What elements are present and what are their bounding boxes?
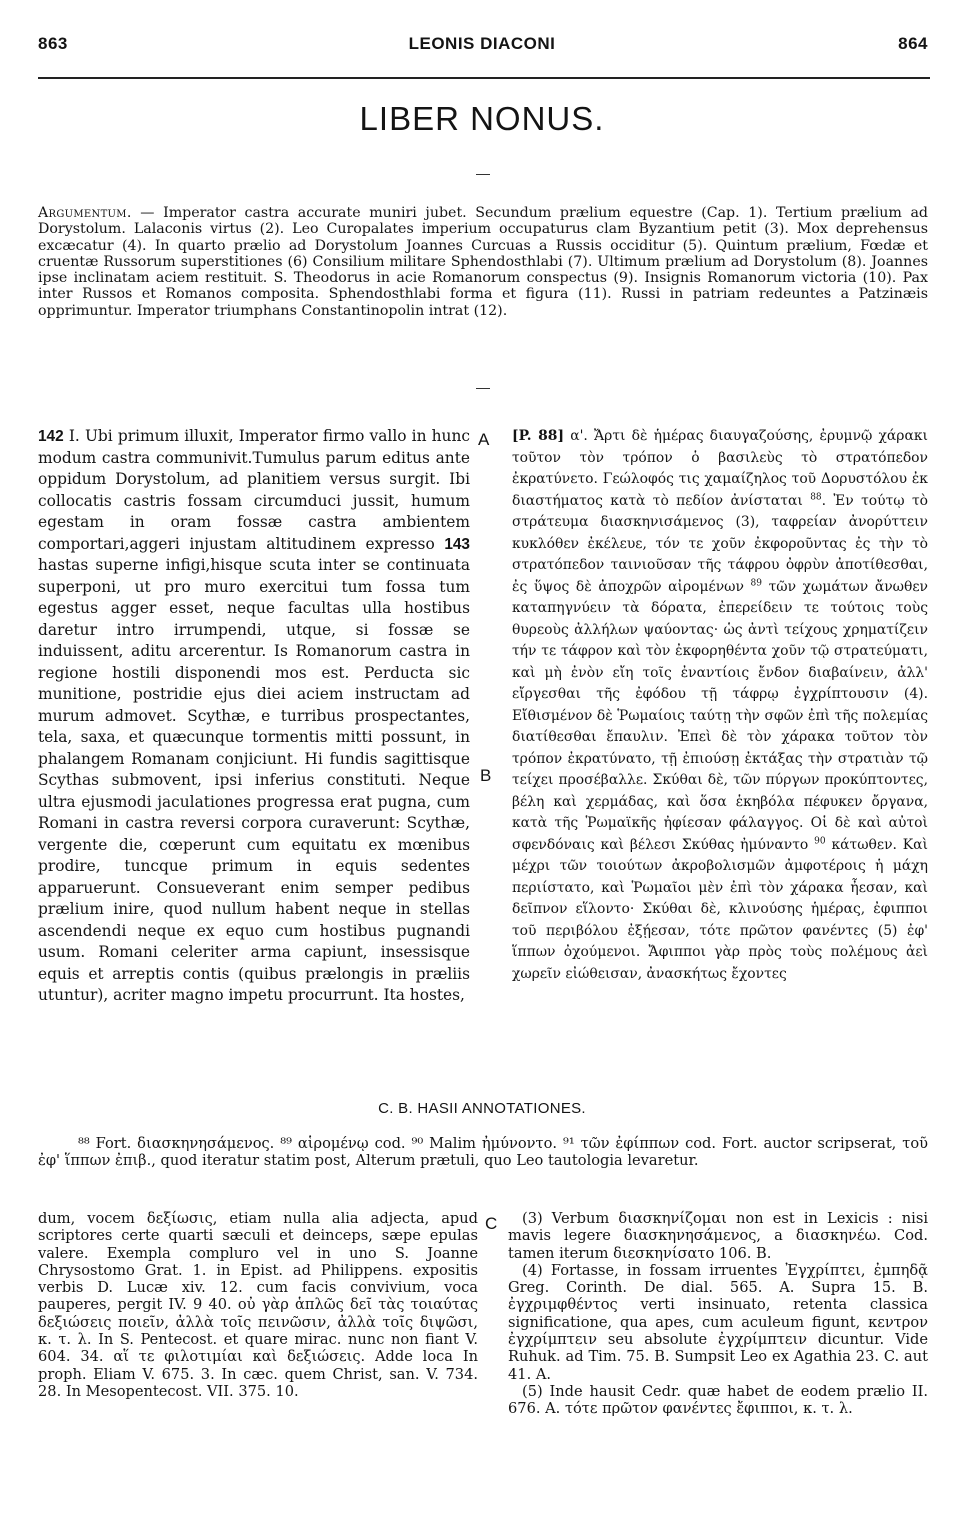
argument-paragraph bbox=[38, 205, 928, 319]
left-page-number: 863 bbox=[38, 34, 68, 53]
section-dash bbox=[476, 388, 490, 389]
header-rule bbox=[38, 77, 930, 79]
greek-column bbox=[512, 426, 928, 985]
margin-letter-c: C bbox=[485, 1214, 498, 1233]
argument-head: Argumentum. bbox=[38, 205, 132, 221]
running-title: LEONIS DIACONI bbox=[408, 34, 556, 53]
note-ref-89: 89 bbox=[750, 577, 762, 588]
argument-text: — Imperator castra accurate muniri jubet. Secundum prælium equestre (Cap. 1). Tertium prælium ad Dorystolum. Lalaconis virtus (2). Leo Curopalates imperium occupaturus clam Byzantium petit (3). Mox deprehensus excæcatur (4). In quarto prælio ad Dorystolum Joannes Curcuas a Russis occiditur (5). Quintum prælium, Fœdæ et cruentæ Russorum superstitiones (6) Consilium militare Sphendosthlabi (7). Ultimum prælium ad Dorystolum (8). Joannes ipse inclinatam aciem restituit. S. Theodorus in acie Romanorum conspectus (9). Insignis Romanorum victoria (10). Pax inter Russos et Romanos composita. Sphendosthlabi forma et figura (11). Russi in patriam redeuntes a Patzinæis opprimuntur. Imperator triumphans Constantinopolin intrat (12). bbox=[38, 205, 928, 319]
latin-column bbox=[38, 426, 470, 1007]
right-page-number: 864 bbox=[898, 34, 928, 53]
title-dash bbox=[476, 174, 490, 175]
page-reference: [P. 88] bbox=[512, 428, 565, 444]
textual-footnotes: ⁸⁸ Fort. διασκηνησάμενος. ⁸⁹ αἱρομένῳ cod. ⁹⁰ Malim ἠμύνοντο. ⁹¹ τῶν ἐφίππων cod. Fort. auctor scripserat, τοῦ ἐφ' ἵππων ἐπιβ., quod iteratur statim post, Alterum prætuli, quo Leo tautologia levaretur. bbox=[38, 1135, 928, 1169]
latin-text-part2: hastas superne infigi,hisque scuta inter se continuata superponi, ut pro muro exercitui tum fossa tum egestus agger esset, neque facultas ulla hostibus daretur intro irrumpendi, utque, si fossæ se induissent, aditu arcerentur. Is Romanorum castra in regione hostili disponendi mos est. Perducta sic munitione, postridie ejus diei aciem instructam ad murum admovet. Scythæ, e turribus prospectantes, tela, saxa, et quæcunque tormentis mitti possunt, in phalangem Romanam conjiciunt. Hi fundis sagittisque Scythas submovent, ipsi inferius constituti. Neque ultra ejusmodi jaculationes progressa erat pugna, cum Romani in castra reversi corpora curaverunt: Scythæ, vergente die, cœperunt cum equitatu ex mœnibus prodire, tuncque primum in equis sedentes apparuerunt. Consueverant enim semper pedibus prælium inire, quod nullum habent neque in stellas ascendendi neque ex equo cum hostibus pugnandi usum. Romani celeriter arma capiunt, insessisque equis et arreptis contis (quibus prælongis in præliis utuntur), acriter magno impetu procurrunt. Ita hostes, bbox=[38, 556, 470, 1004]
annotation-note-3: (3) Verbum διασκηνίζομαι non est in Lexicis : nisi mavis legere διασκηνησάμενος, a διασκηνέω. Cod. tamen iterum διεσκηνίσατο 106. B. bbox=[508, 1210, 928, 1262]
greek-text-part2: . Ἐν τούτῳ τὸ στράτευμα διασκηνισάμενος (3), ταφρείαν ἀνορύττειν κυκλόθεν ἐκέλευε, τόν τε χοῦν ἐκφοροῦντας ἐς τὴν τὸ στρατόπεδον ταινιοῦσαν τῆς τάφρου ὀφρὺν ἀποτίθεσθαι, ἐς ὕψος δὲ ἀποχρῶν αἰρομένων bbox=[512, 492, 928, 595]
annotation-note-5: (5) Inde hausit Cedr. quæ habet de eodem prælio II. 676. A. τότε πρῶτον φανέντες ἔφιπποι, κ. τ. λ. bbox=[508, 1382, 928, 1418]
annotation-right-column bbox=[508, 1210, 928, 1418]
book-title: LIBER NONUS. bbox=[359, 100, 605, 137]
annotation-note-4: (4) Fortasse, in fossam irruentes Ἐγχρίπτει, ἐμπηδᾷ Greg. Corinth. De dial. 565. A. Supra 15. B. ἐγχριμφθέντος verti insinuato, retenta classica significatione, qua apes, cum aculeum figunt, κεντρον ἐγχρίμπτειν seu absolute ἐγχρίμπτειν dicuntur. Vide Ruhuk. ad Tim. 75. B. Sumpsit Leo ex Agathia 23. C. aut 41. A. bbox=[508, 1261, 928, 1383]
greek-text-part1: α'. Ἄρτι δὲ ἡμέρας διαυγαζούσης, ἐρυμνῷ χάρακι τοῦτον τὸν τρόπον ὁ βασιλεὺς τὸ στρατόπεδον ἐκρατύνετο. Γεώλοφός τις χαμαίζηλος τοῦ Δορυστόλου ἐκ διαστήματος κατὰ τὸ πεδίον ἀνίσταται bbox=[512, 428, 928, 509]
annotation-left-column: dum, vocem δεξίωσις, etiam nulla alia adjecta, apud scriptores certe quarti sæculi et deinceps, sæpe epulas valere. Exempla compluro vel in uno S. Joanne Chrysostomo Grat. 1. in Epist. ad Philippens. expositis verbis D. Lucæ xiv. 12. cum facis convivium, voca pauperes, pergit IV. 9 40. οὐ γὰρ ἁπλῶς δεῖ τὰς τοιαύτας δεξιώσεις ποιεῖν, ἀλλὰ τοῖς πεινῶσιν, ἀλλὰ τοῖς διψῶσι, κ. τ. λ. In S. Pentecost. et quare mirac. nunc non fiant V. 604. 34. αἵ τε φιλοτιμίαι καὶ δεξιώσεις. Adde loca In proph. Eliam V. 675. 3. In cæc. quem Christ, san. V. 734. 28. In Mesopentecost. VII. 375. 10. bbox=[38, 1210, 478, 1400]
paragraph-number-143: 143 bbox=[444, 535, 470, 553]
greek-text-part4: κάτωθεν. Καὶ μέχρι τῶν τοιούτων ἀκροβολισμῶν ἀμφοτέροις ἡ μάχη περιίστατο, καὶ Ῥωμαῖοι μὲν ἐπὶ τὸν χάρακα ἦεσαν, καὶ δεῖπνον εἵλοντο· Σκύθαι δὲ, κλινούσης ἡμέρας, ἐφιπποι τοῦ περιβόλου ἐξῄεσαν, τότε πρῶτον φανέντες (5) ἐφ' ἵππων ὀχούμενοι. Ἄφιπποι γὰρ πρὸς τοὺς πολέμους ἀεὶ χωρεῖν εἰώθεισαν, ἀνασκήτως ἔχοντες bbox=[512, 836, 928, 982]
paragraph-number-142: 142 bbox=[38, 428, 64, 445]
latin-text-part1: I. Ubi primum illuxit, Imperator firmo vallo in hunc modum castra communivit.Tumulus parum editus ante oppidum Dorystolum, ad planitiem versus surgit. Ibi collocatis castris fossam circumduci jussit, humum egestam in oram fossæ castra ambientem comportari,aggeri injustam altitudinem expresso bbox=[38, 427, 470, 553]
note-ref-88: 88 bbox=[810, 491, 822, 502]
margin-letter-b: B bbox=[480, 766, 492, 785]
greek-text-part3: τῶν χωμάτων ἄνωθεν καταπηγνύειν τὰ δόρατα, ἐπερείδειν τε τούτοις τοὺς θυρεοὺς ἀλλήλων ψαύοντας· ὡς ἀντὶ τείχους χρηματίζειν τήν τε τάφρον καὶ τὸν ἐκφορηθέντα χοῦν τῷ στρατεύματι, καὶ μὴ ἐνὸν εἴη τοῖς ἐναντίοις ἔνδον διαβαίνειν, ἀλλ' εἴργεσθαι τῆς ἐφόδου τῇ τάφρῳ ἐγχρίπτουσιν (4). Εἴθισμένον δὲ Ῥωμαίοις ταύτῃ τὴν σφῶν ἐπὶ τῆς πολεμίας διατίθεσθαι ἔπαυλιν. Ἐπεὶ δὲ τὸν χάρακα τοῦτον τὸν τρόπον ἐκρατύνατο, τῇ ἐπιούσῃ ἐκτάξας τὴν στρατιὰν τῷ τείχει προσέβαλλε. Σκύθαι δὲ, τῶν πύργων προκύπτοντες, βέλη καὶ χερμάδας, καὶ ὅσα ἑκηβόλα πέφυκεν ὄργανα, κατὰ τῆς Ῥωμαϊκῆς ἠφίεσαν φάλαγγος. Οἱ δὲ καὶ αὐτοὶ σφενδόναις καὶ βέλεσι Σκύθας ἠμύναντο bbox=[512, 578, 928, 853]
margin-letter-a: A bbox=[478, 430, 490, 449]
annotations-heading: C. B. HASII ANNOTATIONES. bbox=[378, 1100, 586, 1117]
note-ref-90: 90 bbox=[814, 835, 826, 846]
